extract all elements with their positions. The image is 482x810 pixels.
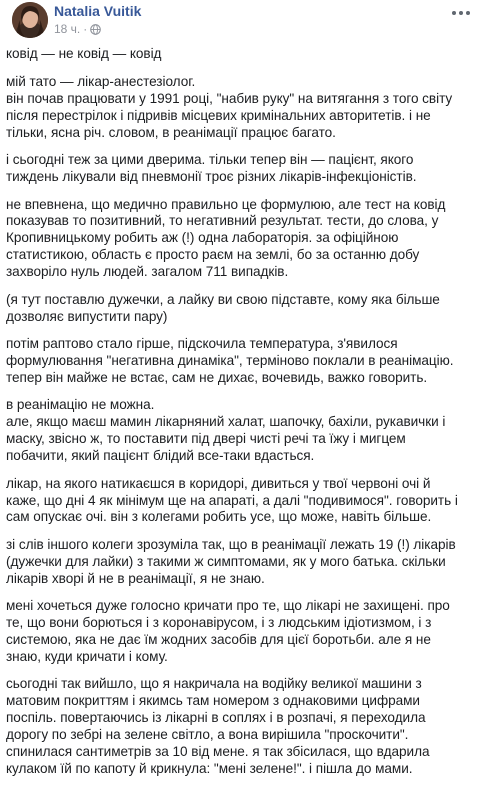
- post-meta: [54, 22, 101, 36]
- meta-separator: ·: [83, 22, 88, 36]
- more-options-dot: [466, 11, 470, 15]
- author-name[interactable]: Natalia Vuitik: [54, 3, 142, 19]
- post-paragraph: не впевнена, що медично правильно це формулюю, але тест на ковід показував то позитивний, то негативний результат. тести, до слова, у Кропивницькому робить аж (!) одна лабораторія. за офіційною статистикою, область є просто раєм на землі, бо за останню добу захворіло нуль людей. загалом 711 випадків.: [6, 196, 446, 280]
- post-paragraph: потім раптово стало гірше, підскочила температура, з'явилося формулювання "негативна динаміка", терміново поклали в реанімацію. тепер він майже не встає, сам не дихає, вочевидь, важко говорить.: [6, 336, 454, 385]
- post-paragraph: сьогодні так вийшло, що я накричала на водійку великої машини з матовим покриттям і якимсь там номером з однаковими цифрами поспіль. повертаючись із лікарні в соплях і в розпачі, я переходила дорогу по зебрі на зелене світло, а вона вирішила "проскочити". спинилася сантиметрів за 10 від мене. я так збісилася, що вдарила кулаком їй по капоту й крикнула: "мені зелене!". і пішла до мами.: [6, 676, 430, 776]
- post-body: [6, 46, 476, 788]
- more-options-dot: [452, 11, 456, 15]
- post-paragraph: ковід — не ковід — ковід: [6, 46, 162, 61]
- post-timestamp[interactable]: 18 ч.: [54, 22, 81, 36]
- globe-icon[interactable]: [90, 24, 101, 35]
- post-header: [0, 0, 482, 44]
- post-paragraph: мені хочеться дуже голосно кричати про те, що лікарі не захищені. про те, що вони борються і з коронавірусом, і з людським ідіотизмом, і з системою, яка не дає їм жодних засобів для цієї боротьби. але я не знаю, куди кричати і кому.: [6, 598, 450, 664]
- post-paragraph: (я тут поставлю дужечки, а лайку ви свою підставте, кому яка більше дозволяє випустити пару): [6, 291, 440, 324]
- post-paragraph: і сьогодні теж за цими дверима. тільки тепер він — пацієнт, якого тиждень лікували від пневмонії троє різних лікарів-інфекціоністів.: [6, 152, 417, 185]
- post-paragraph: лікар, на якого натикаєшся в коридорі, дивиться у твої червоні очі й каже, що дні 4 як мінімум ще на апараті, а далі "подивимося". говорить і сам опускає очі. він з колегами робить усе, що може, навіть більше.: [6, 475, 458, 525]
- post-paragraph: зі слів іншого колеги зрозуміла так, що в реанімації лежать 19 (!) лікарів (дужечки для лайки) з такими ж симптомами, як у мого батька. скільки лікарів хворі й не в реанімації, я не знаю.: [6, 536, 456, 586]
- more-options-icon[interactable]: [450, 6, 472, 20]
- avatar-photo-icon: [12, 2, 48, 38]
- more-options-dot: [459, 11, 463, 15]
- author-avatar[interactable]: [12, 2, 48, 38]
- post-paragraph: в реанімацію не можна. але, якщо маєш мамин лікарняний халат, шапочку, бахіли, рукавички і маску, звісно ж, то поставити під двері чисті речі та їжу і мигцем побачити, який пацієнт блідий все-таки вдасться.: [6, 397, 446, 464]
- post-paragraph: мій тато — лікар-анестезіолог. він почав працювати у 1991 році, "набив руку" на витягання з того світу після перестрілок і підривів місцевих кримінальних авторитетів. і не тільки, ясна річ. словом, в реанімації працює багато.: [6, 73, 453, 140]
